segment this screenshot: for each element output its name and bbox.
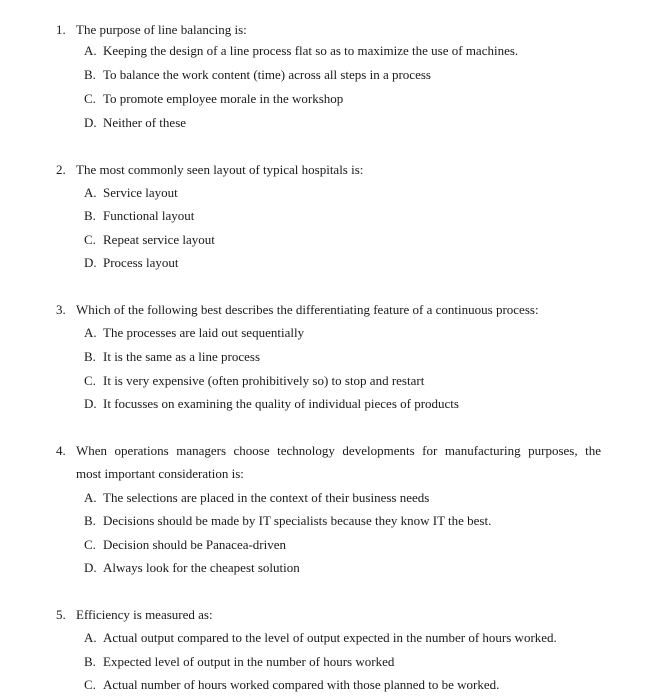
option-letter: B. bbox=[84, 513, 96, 528]
option-letter: D. bbox=[84, 115, 97, 130]
option-letter: D. bbox=[84, 255, 97, 270]
question-number: 2. bbox=[56, 162, 66, 177]
question-5-option-c bbox=[84, 677, 499, 693]
option-letter: A. bbox=[84, 43, 97, 58]
option-text: Keeping the design of a line process flat so as to maximize the use of machines. bbox=[103, 43, 519, 58]
option-text: It focusses on examining the quality of individual pieces of products bbox=[103, 396, 459, 411]
question-5-option-a bbox=[84, 630, 557, 646]
question-text-line-1: When operations managers choose technology developments for manufacturing purposes, the bbox=[76, 443, 601, 458]
question-number: 1. bbox=[56, 22, 66, 37]
question-3-stem bbox=[56, 302, 539, 318]
option-text: To balance the work content (time) across all steps in a process bbox=[103, 67, 431, 82]
option-text: Functional layout bbox=[103, 208, 195, 223]
question-2-option-a bbox=[84, 185, 178, 201]
option-text: Actual number of hours worked compared with those planned to be worked. bbox=[103, 677, 500, 692]
option-text: Actual output compared to the level of output expected in the number of hours worked. bbox=[103, 630, 557, 645]
option-text: The selections are placed in the context of their business needs bbox=[103, 490, 430, 505]
option-text: The processes are laid out sequentially bbox=[103, 325, 305, 340]
question-5-stem bbox=[56, 607, 213, 623]
question-4-stem bbox=[56, 443, 601, 459]
option-letter: C. bbox=[84, 373, 96, 388]
question-text: Efficiency is measured as: bbox=[76, 607, 213, 622]
question-text: Which of the following best describes the differentiating feature of a continuous process: bbox=[76, 302, 539, 317]
question-number: 5. bbox=[56, 607, 66, 622]
question-4-option-b bbox=[84, 513, 491, 529]
question-1-option-c bbox=[84, 91, 343, 107]
question-3-option-c bbox=[84, 373, 424, 389]
option-text: To promote employee morale in the workshop bbox=[103, 91, 344, 106]
option-text: Decisions should be made by IT specialists because they know IT the best. bbox=[103, 513, 492, 528]
question-3-option-d bbox=[84, 396, 459, 412]
option-text: Decision should be Panacea-driven bbox=[103, 537, 287, 552]
option-text: Neither of these bbox=[103, 115, 187, 130]
option-text: It is very expensive (often prohibitively so) to stop and restart bbox=[103, 373, 425, 388]
option-text: Expected level of output in the number of hours worked bbox=[103, 654, 395, 669]
question-3-option-a bbox=[84, 325, 304, 341]
question-4-stem-continued bbox=[76, 466, 244, 482]
option-letter: C. bbox=[84, 537, 96, 552]
question-2-option-b bbox=[84, 208, 194, 224]
option-text: Service layout bbox=[103, 185, 178, 200]
option-letter: B. bbox=[84, 67, 96, 82]
option-text: Always look for the cheapest solution bbox=[103, 560, 300, 575]
option-text: Repeat service layout bbox=[103, 232, 215, 247]
option-letter: B. bbox=[84, 208, 96, 223]
question-1-option-a bbox=[84, 43, 518, 59]
option-letter: D. bbox=[84, 560, 97, 575]
option-letter: A. bbox=[84, 490, 97, 505]
question-4-option-c bbox=[84, 537, 286, 553]
option-letter: A. bbox=[84, 325, 97, 340]
option-text: It is the same as a line process bbox=[103, 349, 261, 364]
question-4-option-d bbox=[84, 560, 300, 576]
option-text: Process layout bbox=[103, 255, 179, 270]
option-letter: B. bbox=[84, 349, 96, 364]
option-letter: B. bbox=[84, 654, 96, 669]
question-number: 3. bbox=[56, 302, 66, 317]
option-letter: C. bbox=[84, 677, 96, 692]
question-1-option-d bbox=[84, 115, 186, 131]
question-4-option-a bbox=[84, 490, 429, 506]
question-1-option-b bbox=[84, 67, 431, 83]
question-number: 4. bbox=[56, 443, 66, 458]
question-1-stem bbox=[56, 22, 247, 38]
option-letter: D. bbox=[84, 396, 97, 411]
question-3-option-b bbox=[84, 349, 260, 365]
question-2-stem bbox=[56, 162, 363, 178]
question-text: The most commonly seen layout of typical hospitals is: bbox=[76, 162, 364, 177]
question-text: The purpose of line balancing is: bbox=[76, 22, 247, 37]
question-2-option-d bbox=[84, 255, 178, 271]
question-text-line-2: most important consideration is: bbox=[76, 466, 244, 481]
question-5-option-b bbox=[84, 654, 394, 670]
option-letter: C. bbox=[84, 232, 96, 247]
option-letter: A. bbox=[84, 185, 97, 200]
question-2-option-c bbox=[84, 232, 215, 248]
option-letter: C. bbox=[84, 91, 96, 106]
option-letter: A. bbox=[84, 630, 97, 645]
